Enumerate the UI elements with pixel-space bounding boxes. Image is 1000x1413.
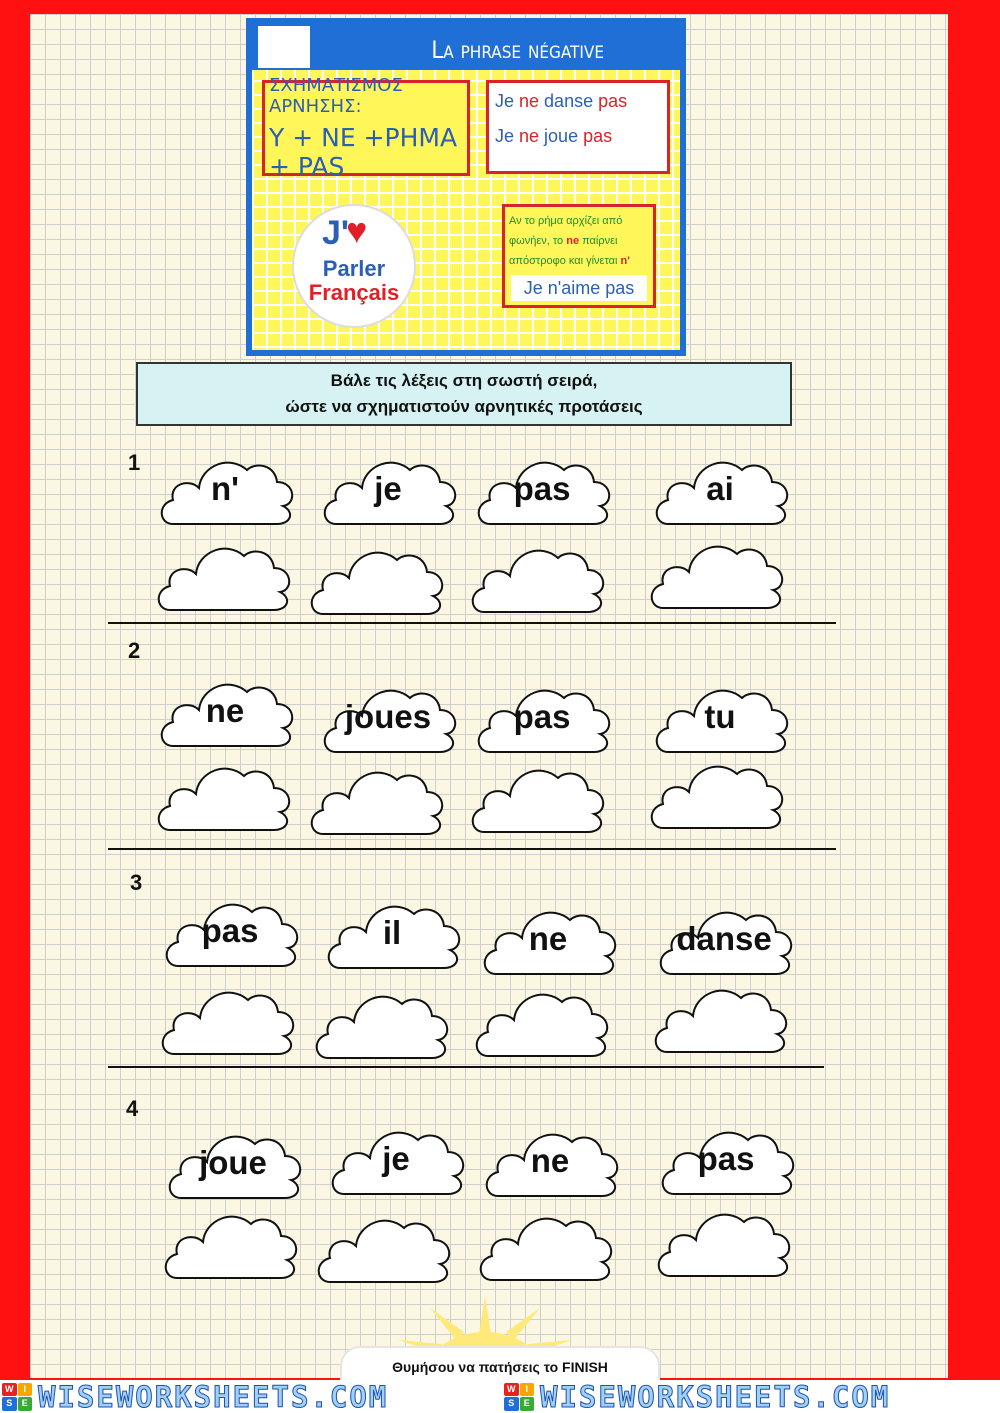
word-cloud[interactable]: joue	[163, 1122, 303, 1202]
word-cloud[interactable]: ne	[155, 670, 295, 750]
answer-drop-cloud[interactable]	[652, 1200, 792, 1280]
answer-drop-cloud[interactable]	[470, 980, 610, 1060]
heart-icon: ♥	[346, 210, 368, 251]
word-cloud[interactable]: pas	[160, 890, 300, 970]
instruction-box: Βάλε τις λέξεις στη σωστή σειρά, ώστε να σχηματιστούν αρνητικές προτάσεις	[136, 362, 792, 426]
formula-rule: Υ + ΝΕ +ΡΗΜΑ + PAS	[269, 123, 458, 181]
word-cloud[interactable]: je	[318, 448, 458, 528]
negation-examples-box	[486, 80, 670, 174]
answer-drop-cloud[interactable]	[312, 1206, 452, 1286]
brand-name: WISEWORKSHEETS.COM	[38, 1380, 389, 1413]
answer-drop-cloud[interactable]	[159, 1202, 299, 1282]
cloud-shape-icon	[466, 756, 606, 836]
exercise-number-2: 2	[128, 638, 141, 663]
negation-formula-box	[262, 75, 470, 181]
answer-drop-cloud[interactable]	[156, 978, 296, 1058]
answer-drop-cloud[interactable]	[310, 982, 450, 1062]
cloud-shape-icon	[652, 1200, 792, 1280]
cloud-shape-icon	[312, 1206, 452, 1286]
exercise-number-4: 4	[126, 1096, 139, 1121]
answer-drop-cloud[interactable]	[305, 758, 445, 838]
word-cloud[interactable]: il	[322, 892, 462, 972]
answer-drop-cloud[interactable]	[474, 1204, 614, 1284]
exercise-separator	[108, 1066, 824, 1068]
exercise-separator	[108, 848, 836, 850]
cloud-shape-icon	[152, 534, 292, 614]
cloud-shape-icon	[645, 532, 785, 612]
cloud-shape-icon	[152, 754, 292, 834]
cloud-shape-icon	[649, 976, 789, 1056]
brand-logo-icon: W I S E	[504, 1383, 534, 1411]
word-cloud[interactable]: n'	[155, 448, 295, 528]
apostrophe-example: Je n'aime pas	[511, 275, 647, 301]
formula-heading: ΣΧΗΜΑΤΙΣΜΟΣ ΑΡΝΗΣΗΣ:	[269, 75, 403, 117]
cloud-shape-icon	[470, 980, 610, 1060]
brand-name: WISEWORKSHEETS.COM	[540, 1380, 891, 1413]
cloud-shape-icon	[159, 1202, 299, 1282]
finish-reminder-text: Θυμήσου να πατήσεις το FINISH	[392, 1359, 608, 1375]
cloud-shape-icon	[645, 752, 785, 832]
example-sentence-1: Je ne danse pas	[495, 91, 628, 111]
answer-drop-cloud[interactable]	[305, 538, 445, 618]
poster-title-band	[252, 24, 680, 70]
word-cloud[interactable]: ai	[650, 448, 790, 528]
word-cloud[interactable]: pas	[656, 1118, 796, 1198]
cloud-shape-icon	[305, 538, 445, 618]
cloud-shape-icon	[305, 758, 445, 838]
cloud-shape-icon	[310, 982, 450, 1062]
exercise-separator	[108, 622, 836, 624]
exercise-number-1: 1	[128, 450, 141, 475]
answer-drop-cloud[interactable]	[645, 752, 785, 832]
word-cloud[interactable]: je	[326, 1118, 466, 1198]
brand-mark	[2, 1381, 388, 1412]
cloud-shape-icon	[156, 978, 296, 1058]
love-french-badge: J' ♥ Parler Français	[292, 204, 416, 328]
exercise-number-3: 3	[130, 870, 143, 895]
word-cloud[interactable]: pas	[472, 676, 612, 756]
footer-brand-strip	[0, 1380, 1000, 1413]
answer-drop-cloud[interactable]	[645, 532, 785, 612]
brand-logo-icon: W I S E	[2, 1383, 32, 1411]
answer-drop-cloud[interactable]	[466, 536, 606, 616]
word-cloud[interactable]: tu	[650, 676, 790, 756]
apostrophe-rule-box: Αν το ρήμα αρχίζει από φωνήεν, το ne παίρνει απόστροφο και γίνεται n' Je n'aime pas	[502, 204, 656, 308]
word-cloud[interactable]: pas	[472, 448, 612, 528]
brand-mark	[504, 1381, 890, 1412]
example-sentence-2: Je ne joue pas	[495, 126, 613, 146]
word-cloud[interactable]: ne	[478, 898, 618, 978]
poster-title: La phrase négative	[431, 36, 604, 64]
answer-drop-cloud[interactable]	[152, 534, 292, 614]
lesson-poster	[246, 18, 686, 356]
word-cloud[interactable]: danse	[654, 898, 794, 978]
answer-drop-cloud[interactable]	[152, 754, 292, 834]
poster-white-box	[258, 26, 310, 68]
answer-drop-cloud[interactable]	[649, 976, 789, 1056]
cloud-shape-icon	[466, 536, 606, 616]
answer-drop-cloud[interactable]	[466, 756, 606, 836]
word-cloud[interactable]: ne	[480, 1120, 620, 1200]
cloud-shape-icon	[474, 1204, 614, 1284]
word-cloud[interactable]: joues	[318, 676, 458, 756]
